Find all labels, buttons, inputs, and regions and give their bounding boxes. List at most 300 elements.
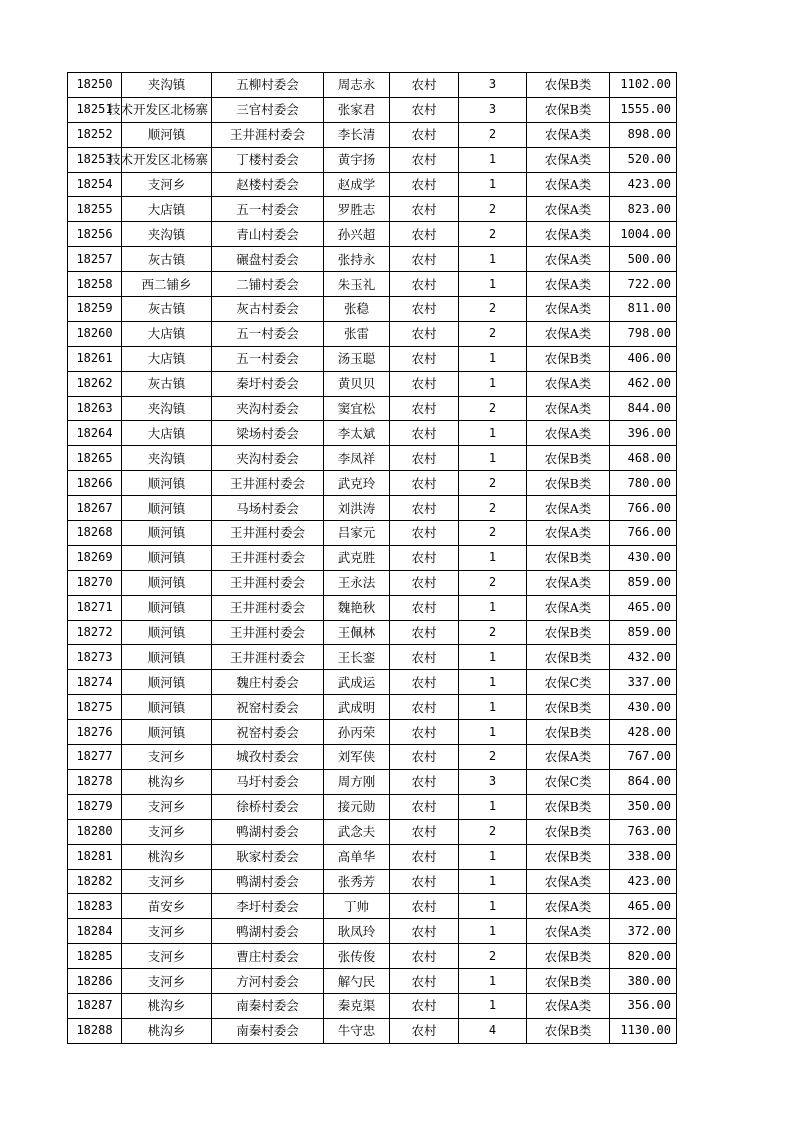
table-row [68,869,677,894]
cell-id: 18267 [68,496,122,521]
cell-category: 农保A类 [527,745,610,770]
cell-village: 三官村委会 [212,97,324,122]
cell-type: 农村 [390,670,459,695]
cell-count: 2 [459,197,527,222]
cell-town: 夹沟镇 [122,396,212,421]
cell-id: 18280 [68,819,122,844]
cell-count: 3 [459,769,527,794]
cell-amount: 372.00 [610,919,677,944]
cell-amount: 423.00 [610,869,677,894]
cell-type: 农村 [390,695,459,720]
cell-name: 周方刚 [324,769,390,794]
cell-count: 1 [459,794,527,819]
table-row [68,545,677,570]
table-row [68,73,677,98]
cell-count: 1 [459,919,527,944]
cell-name: 黄宇扬 [324,147,390,172]
cell-town: 顺河镇 [122,595,212,620]
cell-town: 顺河镇 [122,496,212,521]
cell-count: 2 [459,122,527,147]
cell-id: 18261 [68,346,122,371]
cell-id: 18288 [68,1018,122,1043]
cell-amount: 430.00 [610,545,677,570]
table-row [68,595,677,620]
cell-type: 农村 [390,371,459,396]
cell-id: 18256 [68,222,122,247]
cell-type: 农村 [390,321,459,346]
cell-town: 支河乡 [122,944,212,969]
cell-category: 农保B类 [527,346,610,371]
cell-id: 18287 [68,993,122,1018]
cell-id: 18277 [68,745,122,770]
cell-type: 农村 [390,421,459,446]
cell-name: 武克玲 [324,471,390,496]
cell-town: 苗安乡 [122,894,212,919]
cell-type: 农村 [390,272,459,297]
cell-type: 农村 [390,73,459,98]
cell-count: 1 [459,421,527,446]
table-body [68,73,677,1044]
cell-name: 刘洪涛 [324,496,390,521]
cell-town: 大店镇 [122,346,212,371]
table-row [68,471,677,496]
cell-category: 农保A类 [527,297,610,322]
cell-count: 3 [459,73,527,98]
table-row [68,197,677,222]
cell-village: 曹庄村委会 [212,944,324,969]
cell-town: 顺河镇 [122,720,212,745]
table-row [68,1018,677,1043]
cell-type: 农村 [390,570,459,595]
table-row [68,222,677,247]
cell-count: 1 [459,172,527,197]
cell-amount: 350.00 [610,794,677,819]
cell-type: 农村 [390,222,459,247]
cell-count: 1 [459,844,527,869]
cell-type: 农村 [390,521,459,546]
table-row [68,993,677,1018]
cell-category: 农保A类 [527,222,610,247]
cell-name: 接元勋 [324,794,390,819]
cell-village: 马圩村委会 [212,769,324,794]
cell-village: 鸭湖村委会 [212,819,324,844]
table-row [68,570,677,595]
cell-count: 2 [459,570,527,595]
cell-amount: 864.00 [610,769,677,794]
cell-name: 秦克渠 [324,993,390,1018]
cell-id: 18264 [68,421,122,446]
cell-type: 农村 [390,297,459,322]
cell-village: 马场村委会 [212,496,324,521]
cell-type: 农村 [390,595,459,620]
table-row [68,819,677,844]
cell-count: 2 [459,321,527,346]
cell-village: 灰古村委会 [212,297,324,322]
cell-category: 农保B类 [527,720,610,745]
cell-type: 农村 [390,919,459,944]
cell-village: 王井涯村委会 [212,620,324,645]
cell-category: 农保A类 [527,919,610,944]
cell-count: 1 [459,894,527,919]
cell-village: 夹沟村委会 [212,446,324,471]
cell-village: 青山村委会 [212,222,324,247]
cell-name: 周志永 [324,73,390,98]
cell-village: 秦圩村委会 [212,371,324,396]
cell-village: 城孜村委会 [212,745,324,770]
cell-amount: 500.00 [610,247,677,272]
cell-amount: 406.00 [610,346,677,371]
cell-category: 农保C类 [527,670,610,695]
cell-category: 农保B类 [527,620,610,645]
cell-type: 农村 [390,446,459,471]
cell-village: 梁场村委会 [212,421,324,446]
cell-id: 18255 [68,197,122,222]
cell-category: 农保B类 [527,446,610,471]
cell-amount: 468.00 [610,446,677,471]
cell-amount: 1130.00 [610,1018,677,1043]
cell-category: 农保A类 [527,147,610,172]
cell-id: 18272 [68,620,122,645]
cell-category: 农保A类 [527,272,610,297]
cell-name: 魏艳秋 [324,595,390,620]
cell-village: 王井涯村委会 [212,122,324,147]
cell-id: 18273 [68,645,122,670]
cell-village: 王井涯村委会 [212,521,324,546]
cell-village: 王井涯村委会 [212,471,324,496]
cell-village: 五一村委会 [212,321,324,346]
cell-village: 南秦村委会 [212,1018,324,1043]
cell-count: 1 [459,147,527,172]
cell-category: 农保A类 [527,869,610,894]
cell-id: 18276 [68,720,122,745]
cell-amount: 428.00 [610,720,677,745]
cell-name: 汤玉聪 [324,346,390,371]
cell-id: 18257 [68,247,122,272]
cell-village: 五一村委会 [212,197,324,222]
table-row [68,620,677,645]
cell-village: 二铺村委会 [212,272,324,297]
table-row [68,421,677,446]
cell-name: 李长清 [324,122,390,147]
cell-town: 大店镇 [122,197,212,222]
table-row [68,446,677,471]
cell-amount: 356.00 [610,993,677,1018]
cell-town: 顺河镇 [122,620,212,645]
cell-category: 农保A类 [527,570,610,595]
cell-amount: 1004.00 [610,222,677,247]
cell-village: 祝窑村委会 [212,720,324,745]
table-row [68,645,677,670]
cell-category: 农保A类 [527,172,610,197]
cell-id: 18266 [68,471,122,496]
cell-amount: 798.00 [610,321,677,346]
cell-town: 灰古镇 [122,247,212,272]
cell-name: 耿凤玲 [324,919,390,944]
cell-count: 1 [459,247,527,272]
cell-type: 农村 [390,247,459,272]
cell-count: 1 [459,272,527,297]
cell-name: 罗胜志 [324,197,390,222]
cell-count: 1 [459,670,527,695]
cell-category: 农保A类 [527,521,610,546]
cell-type: 农村 [390,944,459,969]
cell-town: 支河乡 [122,919,212,944]
cell-name: 武成明 [324,695,390,720]
cell-village: 鸭湖村委会 [212,919,324,944]
cell-type: 农村 [390,97,459,122]
cell-amount: 338.00 [610,844,677,869]
cell-village: 五一村委会 [212,346,324,371]
cell-town: 夹沟镇 [122,446,212,471]
cell-village: 方河村委会 [212,969,324,994]
cell-town: 技术开发区北杨寨 [122,97,212,122]
cell-name: 孙兴超 [324,222,390,247]
cell-name: 窦宜松 [324,396,390,421]
cell-id: 18265 [68,446,122,471]
cell-amount: 780.00 [610,471,677,496]
cell-amount: 722.00 [610,272,677,297]
cell-village: 王井涯村委会 [212,595,324,620]
cell-village: 徐桥村委会 [212,794,324,819]
cell-type: 农村 [390,969,459,994]
cell-id: 18269 [68,545,122,570]
cell-id: 18253 [68,147,122,172]
cell-name: 武克胜 [324,545,390,570]
cell-type: 农村 [390,844,459,869]
cell-id: 18282 [68,869,122,894]
cell-town: 顺河镇 [122,122,212,147]
cell-name: 张家君 [324,97,390,122]
cell-name: 张秀芳 [324,869,390,894]
cell-type: 农村 [390,496,459,521]
cell-category: 农保A类 [527,993,610,1018]
cell-amount: 811.00 [610,297,677,322]
cell-name: 解勺民 [324,969,390,994]
cell-town: 支河乡 [122,969,212,994]
cell-village: 耿家村委会 [212,844,324,869]
cell-amount: 820.00 [610,944,677,969]
cell-count: 1 [459,969,527,994]
cell-type: 农村 [390,620,459,645]
cell-town: 桃沟乡 [122,1018,212,1043]
cell-name: 丁帅 [324,894,390,919]
cell-name: 张传俊 [324,944,390,969]
table-row [68,97,677,122]
cell-amount: 462.00 [610,371,677,396]
cell-category: 农保B类 [527,969,610,994]
table-row [68,695,677,720]
cell-category: 农保B类 [527,794,610,819]
cell-id: 18285 [68,944,122,969]
cell-id: 18275 [68,695,122,720]
cell-type: 农村 [390,147,459,172]
cell-id: 18252 [68,122,122,147]
cell-town: 大店镇 [122,321,212,346]
cell-count: 2 [459,222,527,247]
table-row [68,521,677,546]
cell-town: 顺河镇 [122,570,212,595]
table-row [68,122,677,147]
cell-name: 孙丙荣 [324,720,390,745]
cell-id: 18274 [68,670,122,695]
cell-type: 农村 [390,172,459,197]
table-row [68,720,677,745]
cell-name: 李太斌 [324,421,390,446]
cell-amount: 423.00 [610,172,677,197]
cell-amount: 766.00 [610,496,677,521]
cell-village: 王井涯村委会 [212,645,324,670]
cell-category: 农保A类 [527,421,610,446]
cell-village: 丁楼村委会 [212,147,324,172]
cell-count: 1 [459,993,527,1018]
cell-count: 1 [459,645,527,670]
table-row [68,321,677,346]
cell-category: 农保B类 [527,471,610,496]
cell-count: 2 [459,521,527,546]
cell-type: 农村 [390,471,459,496]
cell-type: 农村 [390,869,459,894]
cell-amount: 763.00 [610,819,677,844]
cell-category: 农保A类 [527,247,610,272]
cell-id: 18281 [68,844,122,869]
cell-id: 18260 [68,321,122,346]
cell-id: 18268 [68,521,122,546]
cell-town: 桃沟乡 [122,844,212,869]
table-row [68,172,677,197]
cell-town: 西二铺乡 [122,272,212,297]
cell-id: 18279 [68,794,122,819]
cell-type: 农村 [390,769,459,794]
table-row [68,844,677,869]
cell-id: 18262 [68,371,122,396]
cell-category: 农保A类 [527,371,610,396]
cell-town: 夹沟镇 [122,222,212,247]
cell-amount: 766.00 [610,521,677,546]
cell-count: 2 [459,944,527,969]
cell-count: 1 [459,545,527,570]
data-table [67,72,677,1044]
cell-town: 大店镇 [122,421,212,446]
cell-count: 2 [459,819,527,844]
table-row [68,919,677,944]
cell-name: 刘军侠 [324,745,390,770]
cell-name: 黄贝贝 [324,371,390,396]
cell-name: 王佩林 [324,620,390,645]
cell-town: 支河乡 [122,819,212,844]
cell-type: 农村 [390,720,459,745]
cell-id: 18271 [68,595,122,620]
cell-town: 桃沟乡 [122,769,212,794]
cell-town: 顺河镇 [122,645,212,670]
cell-amount: 767.00 [610,745,677,770]
cell-village: 南秦村委会 [212,993,324,1018]
cell-village: 王井涯村委会 [212,570,324,595]
cell-name: 张稳 [324,297,390,322]
cell-category: 农保C类 [527,769,610,794]
cell-count: 1 [459,869,527,894]
cell-count: 2 [459,471,527,496]
cell-amount: 844.00 [610,396,677,421]
cell-id: 18259 [68,297,122,322]
cell-name: 张持永 [324,247,390,272]
cell-category: 农保B类 [527,545,610,570]
cell-category: 农保A类 [527,396,610,421]
cell-type: 农村 [390,819,459,844]
cell-category: 农保A类 [527,122,610,147]
cell-name: 王长銮 [324,645,390,670]
cell-town: 支河乡 [122,745,212,770]
cell-category: 农保A类 [527,496,610,521]
cell-amount: 432.00 [610,645,677,670]
cell-id: 18286 [68,969,122,994]
cell-id: 18283 [68,894,122,919]
table-row [68,247,677,272]
cell-amount: 337.00 [610,670,677,695]
cell-id: 18263 [68,396,122,421]
cell-town: 支河乡 [122,172,212,197]
cell-amount: 823.00 [610,197,677,222]
cell-name: 高单华 [324,844,390,869]
cell-category: 农保A类 [527,894,610,919]
cell-amount: 859.00 [610,620,677,645]
table-row [68,371,677,396]
cell-category: 农保B类 [527,844,610,869]
cell-amount: 859.00 [610,570,677,595]
cell-town: 支河乡 [122,794,212,819]
cell-category: 农保B类 [527,695,610,720]
cell-town: 顺河镇 [122,471,212,496]
cell-name: 张雷 [324,321,390,346]
cell-count: 1 [459,371,527,396]
cell-type: 农村 [390,545,459,570]
cell-amount: 1555.00 [610,97,677,122]
cell-id: 18250 [68,73,122,98]
cell-town: 支河乡 [122,869,212,894]
cell-name: 武念夫 [324,819,390,844]
cell-id: 18270 [68,570,122,595]
cell-count: 2 [459,620,527,645]
cell-type: 农村 [390,122,459,147]
cell-type: 农村 [390,794,459,819]
cell-category: 农保A类 [527,321,610,346]
cell-count: 2 [459,396,527,421]
cell-town: 灰古镇 [122,371,212,396]
cell-id: 18254 [68,172,122,197]
cell-id: 18251 [68,97,122,122]
table-row [68,769,677,794]
cell-amount: 898.00 [610,122,677,147]
cell-type: 农村 [390,396,459,421]
cell-amount: 1102.00 [610,73,677,98]
cell-town: 桃沟乡 [122,993,212,1018]
cell-name: 牛守忠 [324,1018,390,1043]
table-row [68,670,677,695]
table-row [68,794,677,819]
cell-id: 18284 [68,919,122,944]
cell-type: 农村 [390,346,459,371]
cell-town: 灰古镇 [122,297,212,322]
cell-count: 1 [459,346,527,371]
cell-category: 农保B类 [527,819,610,844]
cell-category: 农保B类 [527,944,610,969]
cell-amount: 430.00 [610,695,677,720]
cell-count: 2 [459,745,527,770]
table-row [68,147,677,172]
cell-category: 农保B类 [527,73,610,98]
cell-village: 五柳村委会 [212,73,324,98]
table-row [68,297,677,322]
cell-type: 农村 [390,197,459,222]
